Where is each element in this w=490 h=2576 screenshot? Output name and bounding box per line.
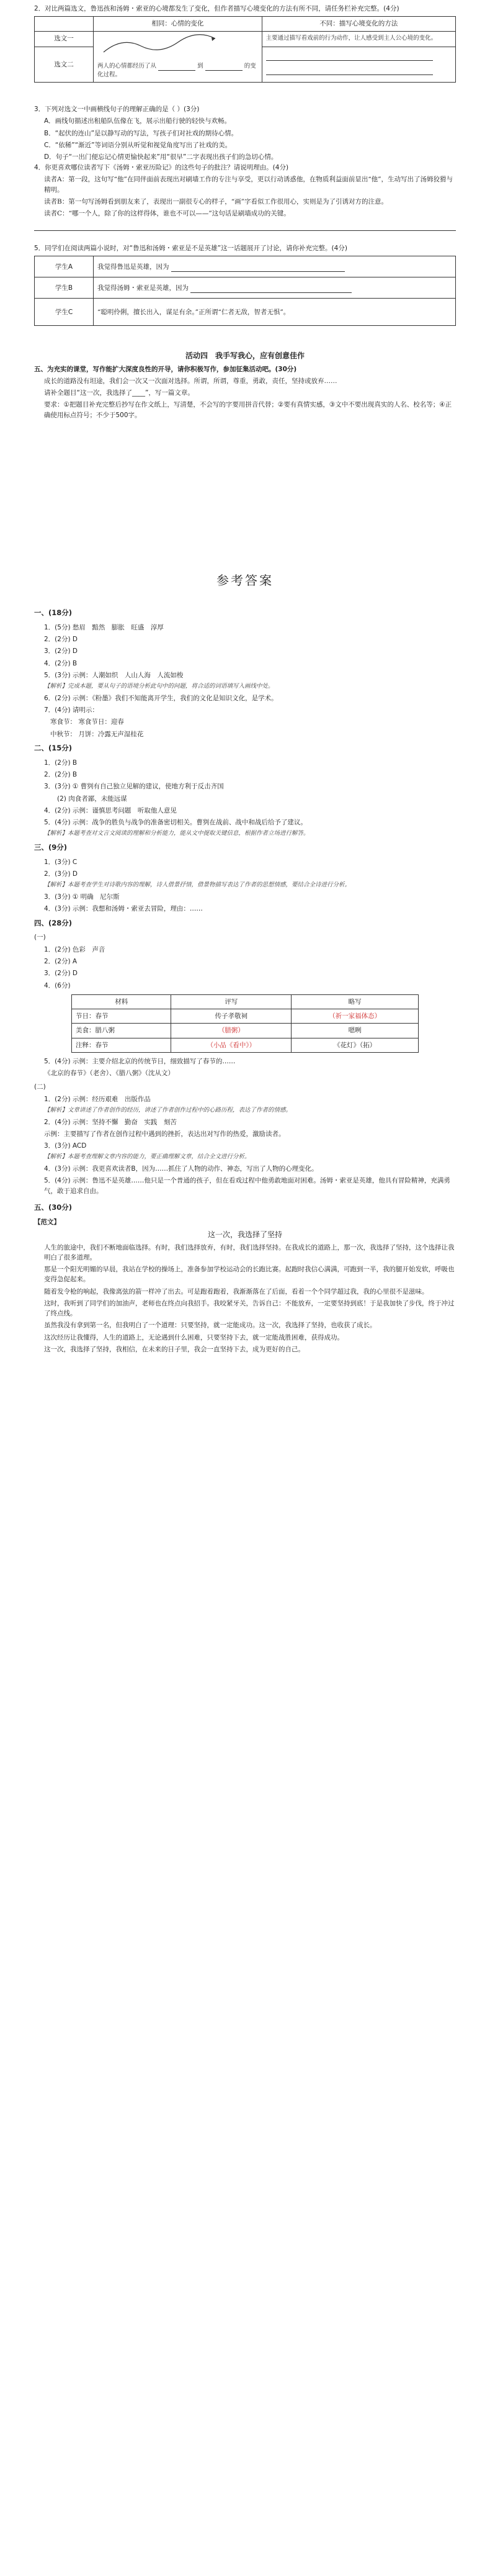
student-b-text: 我觉得汤姆・索亚是英雄，因为 [97,284,189,292]
table-header-same: 相同：心情的变化 [94,17,262,31]
answer-key-title: 参考答案 [216,573,274,588]
answer-1-5: 5．(3分) 示例：人潮如织 人山人海 人流如梭 [44,671,184,679]
model-essay-tag: 【范文】 [34,1218,60,1226]
option-d[interactable]: D．句子“一出门便忘记心情更愉快起来”用“很早”二字表现出孩子们的急切心情。 [44,153,278,161]
reader-a-comment: 读者A：第一段，这句写“他”在同伴面前表现出对刷墙工作的专注与享受，更以行动诱惑他，在物质利益面前显出“他”，生动写出了汤姆狡猾与精明。 [44,176,453,194]
answer-3-2: 2．(3分) D [44,870,78,878]
student-a-blank[interactable] [171,265,345,272]
question-2 [34,4,456,83]
answer-1-7-row2 [34,729,456,739]
subsection-two: (二) [34,1083,46,1091]
question-5-table [34,256,456,326]
answer-table-r2-c3: 嗯咧 [292,1024,419,1038]
answer-4-1: 1．(2分) 色彩 声音 [44,945,105,953]
method-text-2-blank[interactable] [262,47,455,82]
method-text-1: 主要通过描写看戏前的行为动作，让人感受到主人公心境的变化。 [262,31,455,47]
answer-3-1: 1．(3分) C [44,858,78,866]
answer-4-3: 3．(2分) D [44,970,78,978]
answer-1-7-head: 7．(4分) 请明示： [44,706,99,714]
question-3-stem: 3．下列对选文一中画横线句子的理解正确的是（ ）(3分) [34,106,200,113]
question-3 [34,104,456,164]
model-essay-paragraph-1: 人生的旅途中，我们不断地面临选择。有时，我们选择放弃，有时，我们选择坚持。在我成长的道路上，那一次，我选择了坚持，这个选择让我明白了很多道理。 [44,1243,455,1261]
section-three-heading: 三、(9分) [34,843,68,852]
model-essay-paragraph-5: 虽然我没有拿到第一名，但我明白了一个道理：只要坚持，就一定能成功。这一次，我选择了坚持，也收获了成长。 [44,1322,376,1330]
answer-1-7-row1 [34,717,456,727]
answer-1-3: 3．(2分) D [44,647,78,655]
student-b-cell [94,277,456,299]
student-c-text: “聪明伶俐，擅长出入，谋足有余。”正所谓“仁者无敌，智者无惧”。 [94,299,456,326]
answer-3-2-note: 【解析】本题考查学生对诗歌内容的理解，诗人借景抒情，借景物描写表达了作者的思想情感，要结合全诗进行分析。 [44,881,351,889]
mood-blank-to[interactable] [205,64,243,71]
answer-2-5-note: 【解析】本题考查对文言文阅读的理解和分析能力，能从文中提取关键信息，根据作者立场进行解答。 [44,830,310,837]
answer-1-7-row1-label: 寒食节： [50,718,76,726]
answer-4-2: 2．(2分) A [44,957,78,965]
mood-change-part-b: 到 [197,62,203,70]
composition-heading: 五、为充实的课堂，写作能扩大深度良性的开导，请你积极写作，参加征集活动吧。(30分) [34,365,297,373]
student-a-cell [94,256,456,277]
answer-1-7-row1-value: 寒食节日：迎春 [78,718,124,726]
reader-b-comment: 读者B：第一句写汤姆看到朋友来了，表现出一副很专心的样子，“画”字看似工作很用心，实则是为了引诱对方的注意。 [44,197,388,205]
option-c[interactable]: C．“依稀”“渐近”等词语分别从听觉和视觉角度写出了社戏的美。 [44,141,232,149]
model-essay-paragraph-2: 那是一个阳光明媚的早晨，我站在学校的操场上，准备参加学校运动会的长跑比赛。起跑时我信心满满，可跑到一半，我的腿开始发软，呼吸也变得急促起来。 [44,1266,455,1284]
mood-curve-box [97,34,258,60]
answer-table-r3-c3: 《花灯》（拓） [292,1038,419,1052]
activity-four-title: 活动四 我手写我心，应有创意佳作 [185,351,305,360]
table-header-diff: 不同：描写心境变化的方法 [262,17,455,31]
subsection-one: (一) [34,934,46,942]
student-b-label: 学生B [35,277,94,299]
answer-1-4: 4．(2分) B [44,659,78,667]
section-one-heading: 一、(18分) [34,608,73,617]
answer-5-5: 5．(4分) 示例：鲁迅不是英雄……他只是一个普通的孩子，但在看戏过程中他勇敢地面对困难。汤姆・索亚是英雄，他具有冒险精神，充满勇气，敢于追求自由。 [44,1177,450,1195]
answer-5-2: 2．(4分) 示例：坚持不懈 勤奋 实践 刻苦 [44,1118,177,1126]
answer-table-header-brief: 略写 [292,994,419,1009]
composition-topic: 请补全题目“这一次，我选择了____”，写一篇文章。 [44,389,194,397]
method-blank-line-2[interactable] [266,68,433,75]
answer-table-r2-c1: 美食：腊八粥 [72,1024,171,1038]
answer-1-7-row2-label: 中秋节： [50,730,76,738]
answer-1-1: 1．(5分) 愁眉 黯然 膨胀 旺盛 淳厚 [44,623,164,631]
answer-line-q4[interactable] [34,224,456,231]
answer-2-4: 4．(2分) 示例：谨慎思考问题 听取他人意见 [44,806,177,814]
mood-change-part-c: 的变化过程。 [97,62,256,79]
answer-1-6: 6．(2分) 示例：《粉墨》我们不知能离开学生，我们的文化是知识文化，是学术。 [44,694,278,702]
answer-table-r3-c1: 注释：春节 [72,1038,171,1052]
model-essay-paragraph-7: 这一次，我选择了坚持，我相信，在未来的日子里，我会一直坚持下去，成为更好的自己。 [44,1346,305,1353]
answer-2-1: 1．(2分) B [44,759,78,767]
answer-table-r3-c2: （小品《看中》） [171,1038,292,1052]
answer-table-r1-c2: 传子孝敬祠 [171,1009,292,1024]
answer-table-r1-c1: 节日：春节 [72,1009,171,1024]
mood-curve-graphic [97,34,252,60]
answer-2-2: 2．(2分) B [44,771,78,778]
option-b[interactable]: B．“起伏的连山”是以静写动的写法，写孩子们对社戏的期待心情。 [44,129,238,137]
reader-c-comment: 读者C：“哪一个人，除了你的这样得体，谁也不可以——”这句话是刷墙成功的关键。 [44,210,290,218]
student-c-label: 学生C [35,299,94,326]
answer-1-2: 2．(2分) D [44,636,78,644]
answer-5-1: 1．(2分) 示例：经历艰难 出版作品 [44,1095,151,1103]
question-2-stem: 2．对比两篇选文，鲁迅孩和汤姆・索亚的心境都发生了变化，但作者描写心境变化的方法有所不同，请任务栏补充完整。(4分) [34,5,399,12]
mood-blank-from[interactable] [158,64,195,71]
answer-2-3: 3．(3分) ① 曹刿有自己独立见解的建议，使地方利于反击齐国 [44,783,224,791]
answer-3-3: 3．(3分) ① 明确 尼尔斯 [44,893,120,901]
model-essay-paragraph-3: 随着发令枪的响起，我像离弦的箭一样冲了出去。可是跑着跑着，我渐渐落在了后面，看着一个个同学超过我，我的心里很不是滋味。 [44,1287,429,1295]
composition-intro: 成长的道路没有坦途，我们会一次又一次面对选择。所谓，所谓，尊重，勇敢，责任，坚持或放弃…… [44,377,337,385]
model-essay-paragraph-4: 这时，我听到了同学们的加油声，老师也在终点向我招手。我咬紧牙关，告诉自己：不能放弃，一定要坚持到底！于是我加快了步伐，终于冲过了终点线。 [44,1299,455,1318]
section-two-heading: 二、(15分) [34,743,73,752]
answer-table-r1-c3: （祈一家福体态） [292,1009,419,1024]
model-essay-title: 这一次，我选择了坚持 [207,1230,282,1240]
student-a-text: 我觉得鲁迅是英雄，因为 [97,263,169,271]
answer-table-r2-c2: （腊粥） [171,1024,292,1038]
answer-table-header-material: 材料 [72,994,171,1009]
answer-5-3: 3．(3分) ACD [44,1142,87,1150]
question-5-stem: 5．同学们在阅读两篇小说时，对“鲁迅和汤姆・索亚是不是英雄”这一话题展开了讨论，请你补充完整。(4分) [34,245,347,252]
answer-key [34,571,456,1356]
answer-5-2b: 示例：主要描写了作者在创作过程中遇到的挫折，表达出对写作的热爱，激励读者。 [44,1130,285,1138]
answer-4-4: 4．(6分) [44,981,71,989]
answer-2-5: 5．(4分) 示例：战争的胜负与战争的准备密切相关。曹刿在战前、战中和战后给予了建议。 [44,819,307,827]
composition-requirements: 要求：①把题目补充完整后抄写在作文纸上，写清楚，不会写的字要用拼音代替；②要有真情实感，③文中不要出现真实的人名、校名等；④正确使用标点符号；不少于500字。 [44,401,452,419]
answer-5-4: 4．(3分) 示例：我更喜欢读者B，因为……抓住了人物的动作、神态，写出了人物的心理变化。 [44,1165,318,1173]
answer-5-1-note: 【解析】文章讲述了作者创作的经历，讲述了作者创作过程中的心路历程，表达了作者的情感。 [44,1106,292,1114]
question-4 [34,163,456,231]
row-label-text-2: 选文二 [35,47,94,82]
section-five-heading: 五、(30分) [34,1202,73,1212]
mood-change-part-a: 两人的心情都经历了从 [97,62,157,70]
answer-2-3b: (2) 肉食者鄙，未能远谋 [44,795,127,803]
method-blank-line-1[interactable] [266,54,433,61]
question-5 [34,243,456,326]
model-essay-paragraph-6: 这次经历让我懂得，人生的道路上，无论遇到什么困难，只要坚持下去，就一定能战胜困难，获得成功。 [44,1333,344,1341]
answer-4-4-table [71,994,419,1053]
answer-5-3-note: 【解析】本题考查理解文章内容的能力，要正确理解文章，结合全文进行分析。 [44,1153,251,1161]
answer-3-4: 4．(3分) 示例：我想和汤姆・索亚去冒险，理由：…… [44,905,203,913]
student-b-blank[interactable] [190,286,352,293]
activity-four [34,348,456,422]
answer-1-7-row2-value: 月饼：冷露无声湿桂花 [78,730,144,738]
mood-change-cell [94,31,262,82]
mood-change-sentence [97,62,258,80]
answer-1-5-note: 【解析】完成本题，要从句子的语境分析此句中的问题，将合适的词语填写入画线中处。 [44,683,274,690]
answer-4-5: 5．(4分) 示例：主要介绍北京的传统节日，细致描写了春节的…… [44,1057,236,1065]
answer-4-6: 《北京的春节》（老舍）、《腊八粥》（沈从文） [44,1070,174,1078]
question-4-stem: 4．你更喜欢哪位读者写下《汤姆・索亚历险记》的这些句子的批注？请说明理由。(4分) [34,164,289,171]
row-label-text-1: 选文一 [35,31,94,47]
table-corner [35,17,94,31]
answer-table-header-detailed: 评写 [171,994,292,1009]
section-four-heading: 四、(28分) [34,918,73,927]
question-2-table [34,16,456,83]
option-a[interactable]: A．画线句描述出租船队伍像在飞，展示出船行驶的轻快与欢畅。 [44,117,231,125]
student-a-label: 学生A [35,256,94,277]
